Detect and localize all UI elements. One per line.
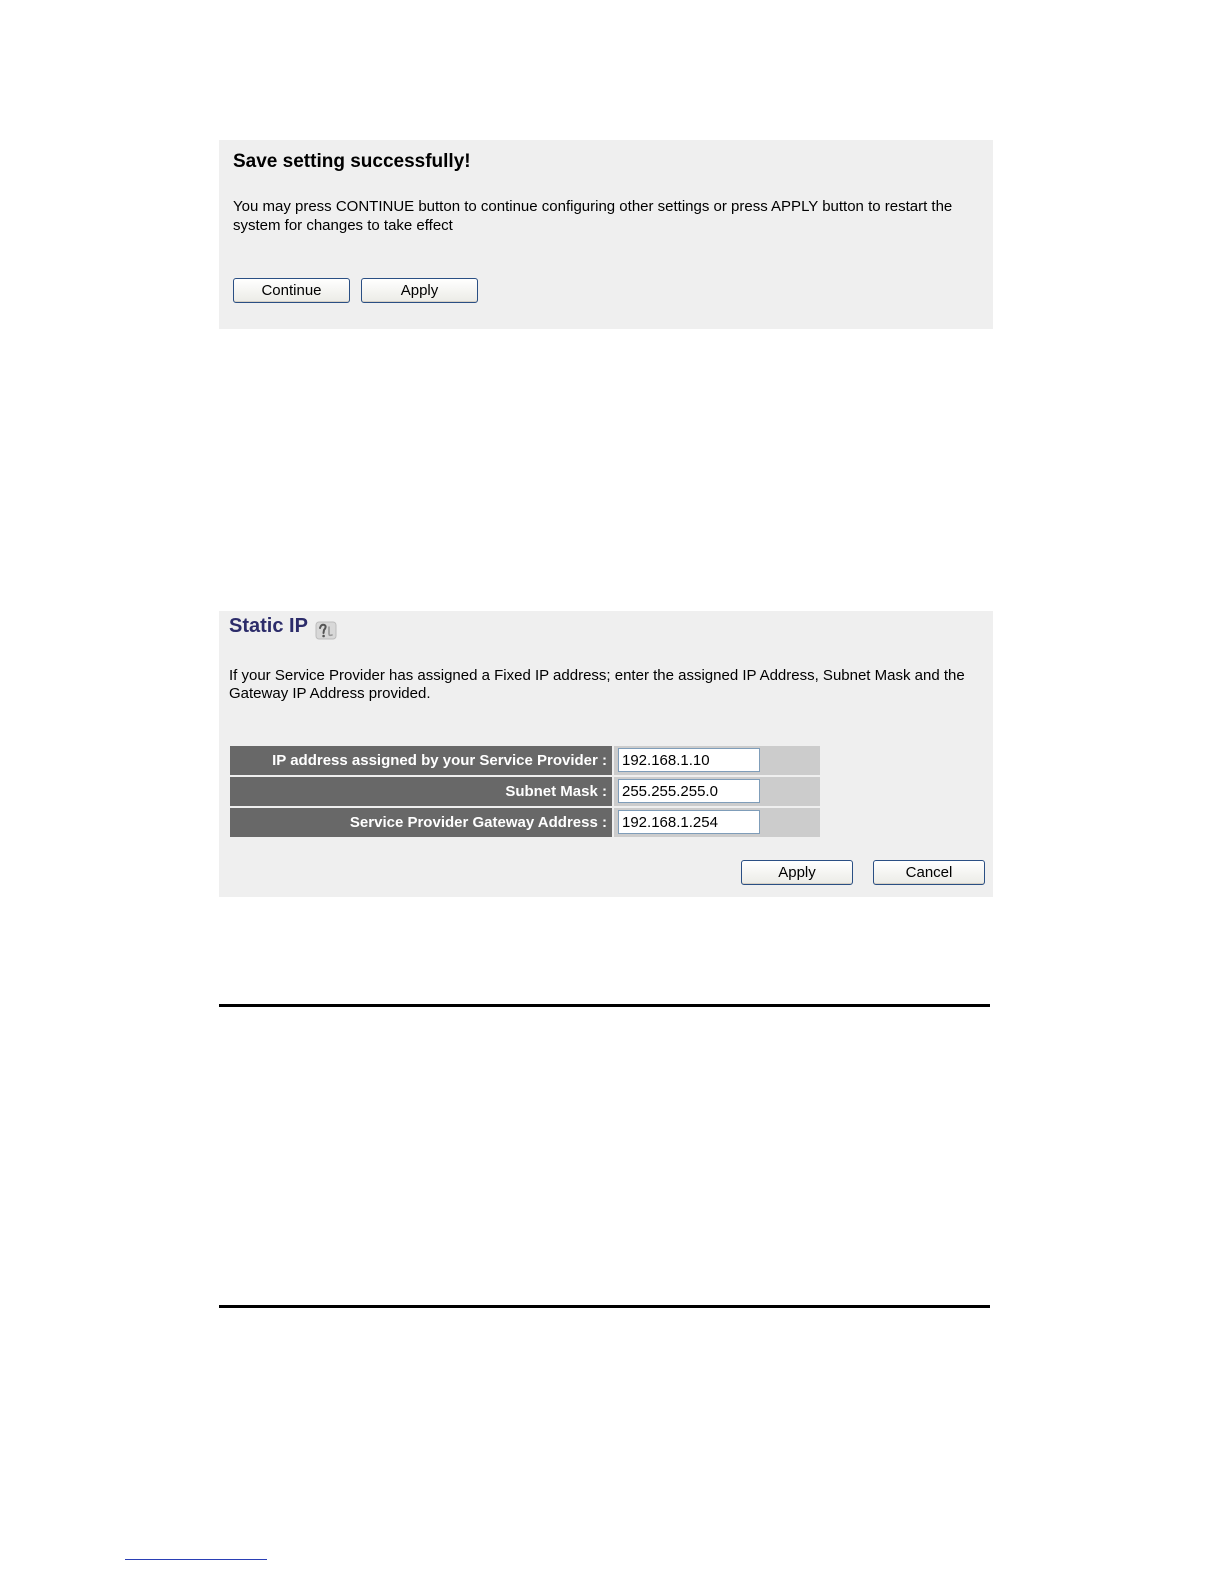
save-success-title: Save setting successfully! [233,151,471,172]
subnet-mask-row [230,777,820,806]
gateway-address-cell [614,808,820,837]
footnote-separator [125,1559,267,1560]
ip-address-input[interactable] [618,748,760,772]
save-success-message: You may press CONTINUE button to continue configuring other settings or press APPLY button to restart the system for changes to take effect [233,198,953,234]
subnet-mask-cell [614,777,820,806]
subnet-mask-label: Subnet Mask : [230,777,612,806]
help-icon[interactable] [314,619,338,641]
static-ip-title: Static IP [229,615,308,637]
subnet-mask-input[interactable] [618,779,760,803]
ip-address-cell [614,746,820,775]
static-ip-panel [219,611,993,897]
continue-button[interactable]: Continue [233,278,350,303]
gateway-address-row [230,808,820,837]
ip-address-row [230,746,820,775]
ip-address-label: IP address assigned by your Service Provider : [230,746,612,775]
save-success-panel [219,140,993,329]
apply-restart-button[interactable]: Apply [361,278,478,303]
static-ip-description: If your Service Provider has assigned a Fixed IP address; enter the assigned IP Address, Subnet Mask and the Gateway IP Address provided. [229,667,965,702]
cancel-button[interactable]: Cancel [873,860,985,885]
section-divider-top [219,1004,990,1007]
section-divider-bottom [219,1305,990,1308]
help-icon-graphic [314,619,338,641]
gateway-address-input[interactable] [618,810,760,834]
apply-button[interactable]: Apply [741,860,853,885]
gateway-address-label: Service Provider Gateway Address : [230,808,612,837]
